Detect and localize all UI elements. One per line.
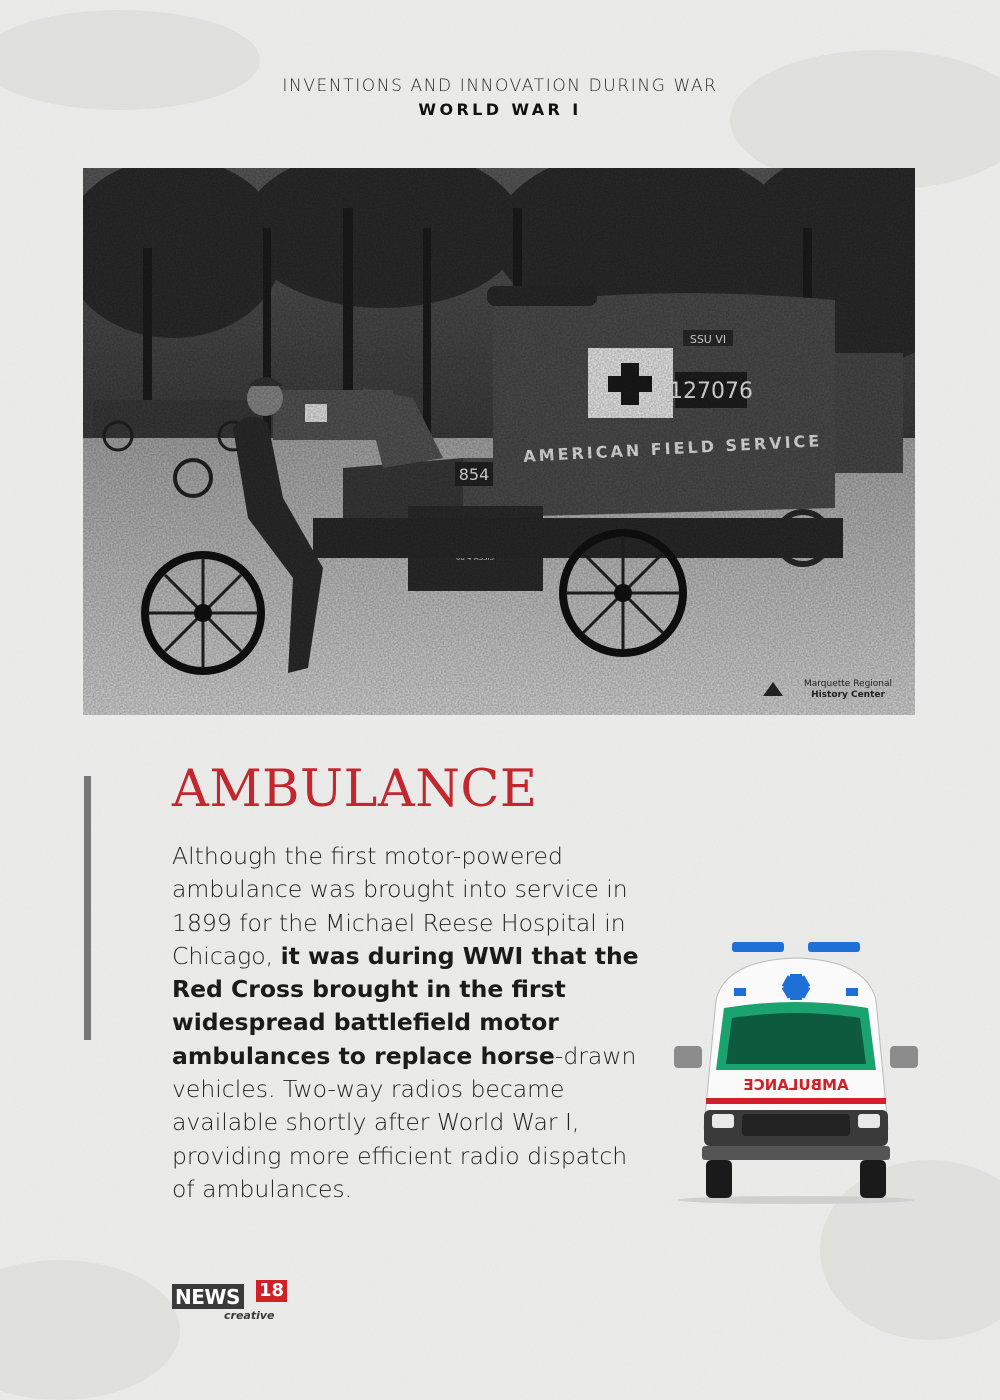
- historic-ambulance-photo: [83, 168, 915, 715]
- body-text-bold: it was during WWI that the Red Cross brought in the first widespread battlefield motor ambulances to replace horse: [172, 941, 639, 1070]
- photo-credit-line-1: Marquette Regional: [803, 679, 893, 689]
- logo-brand: NEWS: [172, 1284, 244, 1309]
- logo-tagline: creative: [224, 1309, 275, 1322]
- news18-creative-logo: [172, 1280, 287, 1330]
- body-text-part-1: Although the first motor-powered ambulance was brought into service in 1899 for the Michael Reese Hospital in Chicago,: [172, 842, 628, 970]
- series-title: INVENTIONS AND INNOVATION DURING WAR: [282, 76, 718, 96]
- section-heading: AMBULANCE: [172, 760, 538, 819]
- accent-bar: [84, 776, 91, 1040]
- reversed-ambulance-label: AMBULANCE: [743, 1076, 849, 1094]
- body-text-part-2: -drawn vehicles. Two-way radios became available shortly after World War I, providing more efficient radio dispatch of ambulances.: [172, 1041, 637, 1203]
- photo-credit-line-2: History Center: [811, 690, 885, 700]
- page-title: WORLD WAR I: [418, 100, 582, 119]
- section-body: [172, 840, 642, 1206]
- logo-number: 18: [256, 1280, 287, 1302]
- modern-ambulance-illustration: [672, 938, 920, 1208]
- page-header: [0, 76, 1000, 119]
